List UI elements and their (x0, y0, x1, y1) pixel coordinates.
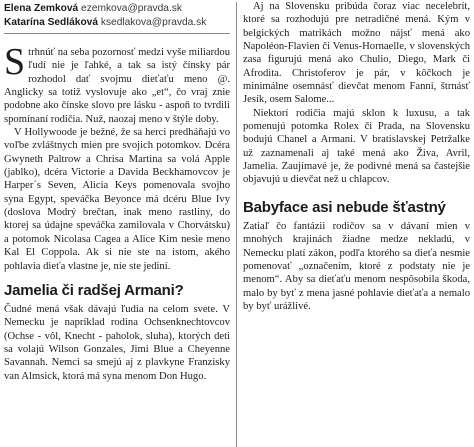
section-heading: Babyface asi nebude šťastný (243, 198, 446, 216)
article-paragraph: Aj na Slovensku pribúda čoraz viac necelebrít, ktoré sa rozhodujú pre netradičné mená. Kým v belgických matrikách možno nájsť mená ako Napoléon-Flavien či Venus-Hornaelle, v slovenských zasa figurujú mená ako Chulio, Diego, Mark či Afrodita. Christoferov je pár, v kôčkoch je minimálne osemnásť dievčat menom Fanni, štrnásť Jesík, osem Salome... (243, 1, 470, 106)
byline-divider (4, 33, 230, 34)
drop-cap: S (4, 41, 26, 83)
author-name: Elena Zemková (4, 3, 79, 14)
left-column (4, 0, 230, 447)
section-heading: Jamelia či radšej Armani? (4, 281, 184, 299)
lead-paragraph (4, 41, 230, 126)
author-name: Katarína Sedláková (4, 17, 98, 28)
article-paragraph: Niektorí rodičia majú sklon k luxusu, a tak pomenujú potomka Rolex či Prada, na Slovensku bodujú Chanel a Armani. V bratislavskej Petržalke už zaznamenali aj také mená ako Živa, Avril, Jamelia. Zaujímavé je, že podivné mená sa častejšie objavujú u dievčat než u chlapcov. (243, 107, 470, 186)
author-line (4, 2, 230, 16)
byline (4, 2, 230, 30)
author-email[interactable]: ezemkova@pravda.sk (81, 3, 182, 14)
article-paragraph: Čudné mená však dávajú ľudia na celom svete. V Nemecku je napríklad rodina Ochsenknechtovcov (Ochse - vôl, Knecht - paholok, sluha), ktorých deti sa volajú Wilson Gonzales, Jimi Blue a Cheyenne Savannah. Nemci sa smejú aj z plavkyne Franzisky van Almsick, ktorá má syna menom Don Hugo. (4, 303, 230, 382)
right-column (243, 0, 470, 447)
article-paragraph: V Hollywoode je bežné, že sa herci predháňajú vo voľbe zvláštnych mien pre svojich potomkov. Dcéra Gwyneth Paltrow a Chrisa Martina sa volá Apple (jablko), dcéra Victorie a Davida Beckhamovcov je Harper´s Seven, Alicia Keys pomenovala svojho syna Egypt, speváčka Beyonce má dcéru Blue Ivy (doslova Modrý brečtan, inak meno rastliny, do ktorej sa údajne speváčka zamilovala v Chorvátsku) a potomok Nicolasa Cagea a Alice Kim nesie meno Kal El Coppola. Ak si nie ste na istom, akého pohlavia dieťa vlastne je, nie ste jediní. (4, 127, 230, 272)
author-line (4, 16, 230, 30)
author-email[interactable]: ksedlakova@pravda.sk (100, 17, 207, 28)
article-paragraph: Zatiaľ čo fantázii rodičov sa v dávaní mien v mnohých krajinách žiadne medze nekladú, v Nemecku platí zákon, podľa ktorého sa dieťa nesmie pomenovať „označením, ktoré z podstaty nie je menom“. Aby sa dieťaťu menom nespôsobila škoda, malo by byť z mena jasné pohlavie dieťaťa a nemalo by byť urážlivé. (243, 220, 470, 312)
column-divider (236, 2, 237, 447)
lead-text: trhnúť na seba pozornosť medzi vyše miliardou ľudí nie je ľahké, a tak sa istý čínsky pár rozhodol dať svojmu dieťaťu meno @. Anglicky sa totiž vyslovuje ako „et“, čo vraj znie podobne ako čínske slovo pre lásku - aspoň to tvrdili spomínaní rodičia. Nuž, naozaj meno v štýle doby. (4, 47, 230, 125)
